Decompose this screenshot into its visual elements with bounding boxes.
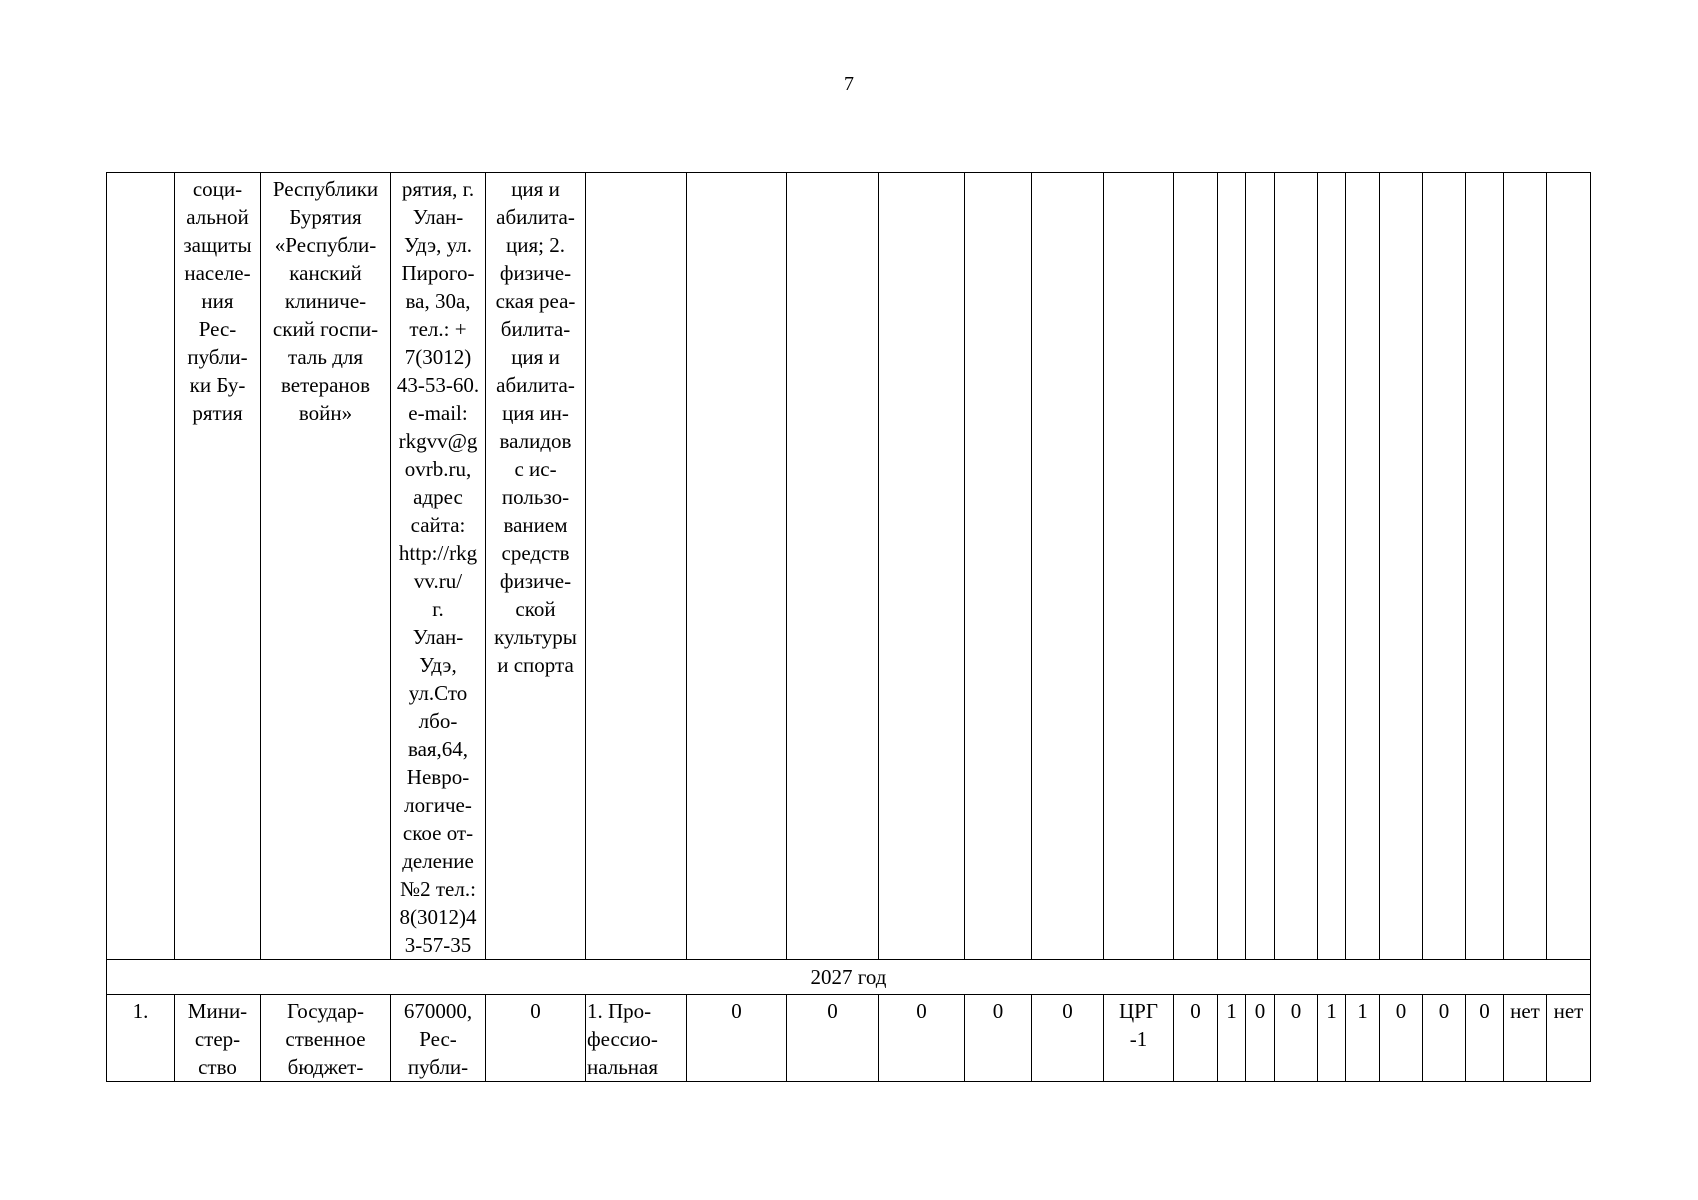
cell-empty xyxy=(1174,173,1218,960)
cell-value: 0 xyxy=(1380,995,1423,1082)
year-row xyxy=(107,960,1591,995)
cell-value: 1 xyxy=(1318,995,1346,1082)
cell-value: 0 xyxy=(1466,995,1504,1082)
cell-value: 0 xyxy=(965,995,1032,1082)
cell-flag: нет xyxy=(1547,995,1591,1082)
cell-empty xyxy=(879,173,965,960)
cell-group: ЦРГ -1 xyxy=(1104,995,1174,1082)
cell-empty xyxy=(1246,173,1275,960)
address-text: рятия, г. Улан- Удэ, ул. Пирого- ва, 30а, тел.: + 7(3012) 43-53-60. e-mail: rkgvv@g ovrb.ru, адрес сайта: http://rkg vv.ru/ г. Улан- Удэ, ул.Сто лбо- вая,64, Невро- логиче- ское от- деление №2 тел.: 8(3012)4 3-57-35 xyxy=(396,177,480,957)
ministry-text: соци- альной защиты населе- ния Рес- публи- ки Бу- рятия xyxy=(183,177,252,425)
cell-services xyxy=(486,173,586,960)
cell-ministry: Мини- стер- ство xyxy=(175,995,261,1082)
cell-value: 0 xyxy=(687,995,787,1082)
cell-empty xyxy=(687,173,787,960)
cell-value: 0 xyxy=(1246,995,1275,1082)
cell-empty xyxy=(965,173,1032,960)
cell-address xyxy=(391,173,486,960)
cell-empty xyxy=(1547,173,1591,960)
cell-ministry xyxy=(175,173,261,960)
cell-empty xyxy=(1380,173,1423,960)
cell-value: 0 xyxy=(879,995,965,1082)
cell-empty xyxy=(1318,173,1346,960)
cell-empty xyxy=(1218,173,1246,960)
cell-empty xyxy=(1423,173,1466,960)
cell-value: 0 xyxy=(1423,995,1466,1082)
cell-empty xyxy=(1504,173,1547,960)
cell-institution: Государ- ственное бюджет- xyxy=(261,995,391,1082)
cell-empty xyxy=(1466,173,1504,960)
cell-address: 670000, Рес- публи- xyxy=(391,995,486,1082)
cell-empty xyxy=(1104,173,1174,960)
cell-value: 0 xyxy=(486,995,586,1082)
services-text: ция и абилита- ция; 2. физиче- ская реа- билита- ция и абилита- ция ин- валидов с ис- пользо- ванием средств физиче- ской культуры и спорта xyxy=(494,177,577,677)
cell-institution xyxy=(261,173,391,960)
cell-value: 0 xyxy=(1275,995,1318,1082)
cell-empty xyxy=(1032,173,1104,960)
table-row xyxy=(107,995,1591,1082)
year-label: 2027 год xyxy=(107,960,1591,995)
cell-flag: нет xyxy=(1504,995,1547,1082)
data-table xyxy=(106,172,1591,1082)
cell-num xyxy=(107,173,175,960)
cell-value: 0 xyxy=(1174,995,1218,1082)
row-number: 1. xyxy=(107,995,175,1082)
cell-value: 0 xyxy=(787,995,879,1082)
cell-empty xyxy=(1275,173,1318,960)
cell-empty xyxy=(1346,173,1380,960)
cell-service: 1. Про- фессио- нальная xyxy=(586,995,687,1082)
cell-value: 0 xyxy=(1032,995,1104,1082)
page-number: 7 xyxy=(844,73,854,95)
cell-value: 1 xyxy=(1218,995,1246,1082)
continuation-row xyxy=(107,173,1591,960)
cell-empty xyxy=(787,173,879,960)
cell-empty xyxy=(586,173,687,960)
cell-value: 1 xyxy=(1346,995,1380,1082)
institution-text: Республики Бурятия «Республи- канский клиниче- ский госпи- таль для ветеранов войн» xyxy=(272,177,379,425)
